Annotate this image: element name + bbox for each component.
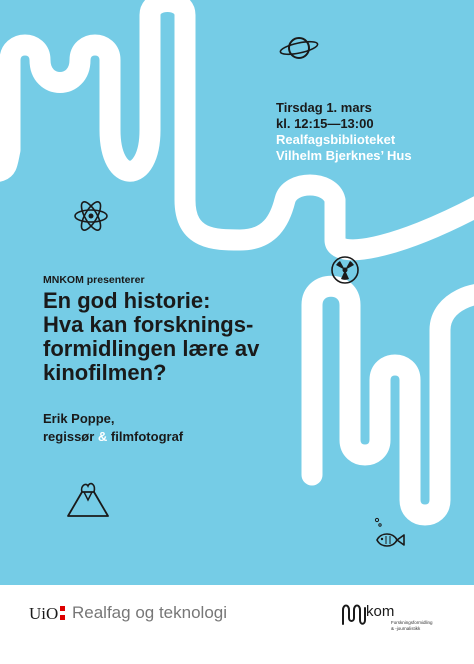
- fish-icon: [371, 516, 407, 552]
- role-ampersand: &: [97, 429, 108, 444]
- talk-title-line-3: formidlingen lære av: [43, 336, 260, 361]
- mnkom-logo-mark: [341, 602, 369, 628]
- role-part-1: regissør: [43, 429, 98, 444]
- mnkom-logo-text: kom: [366, 603, 395, 620]
- talk-title-line-1: En god historie:: [43, 288, 211, 313]
- role-part-2: filmfotograf: [107, 429, 184, 444]
- uio-colon-mark: [60, 606, 65, 624]
- uio-logo: UiO: [29, 604, 59, 623]
- event-date: Tirsdag 1. mars: [276, 100, 372, 115]
- mnkom-subtitle-line2: & -journalistikk: [391, 626, 421, 631]
- speaker-role: [43, 428, 183, 446]
- volcano-icon: [66, 478, 110, 518]
- radiation-icon: [330, 255, 360, 285]
- planet-icon: [278, 33, 320, 63]
- atom-icon: [73, 198, 109, 234]
- mnkom-subtitle-line1: Forskningsformidling: [391, 620, 433, 625]
- event-time: kl. 12:15—13:00: [276, 116, 374, 131]
- event-venue-line1: Realfagsbiblioteket: [276, 132, 396, 147]
- talk-title-line-4: kinofilmen?: [43, 360, 167, 385]
- speaker-name: Erik Poppe,: [43, 411, 115, 426]
- presenter-label: MNKOM presenterer: [43, 274, 145, 286]
- talk-title-line-2: Hva kan forsknings-: [43, 312, 254, 337]
- faculty-name: Realfag og teknologi: [72, 603, 228, 622]
- event-venue-line2: Vilhelm Bjerknes’ Hus: [276, 148, 412, 163]
